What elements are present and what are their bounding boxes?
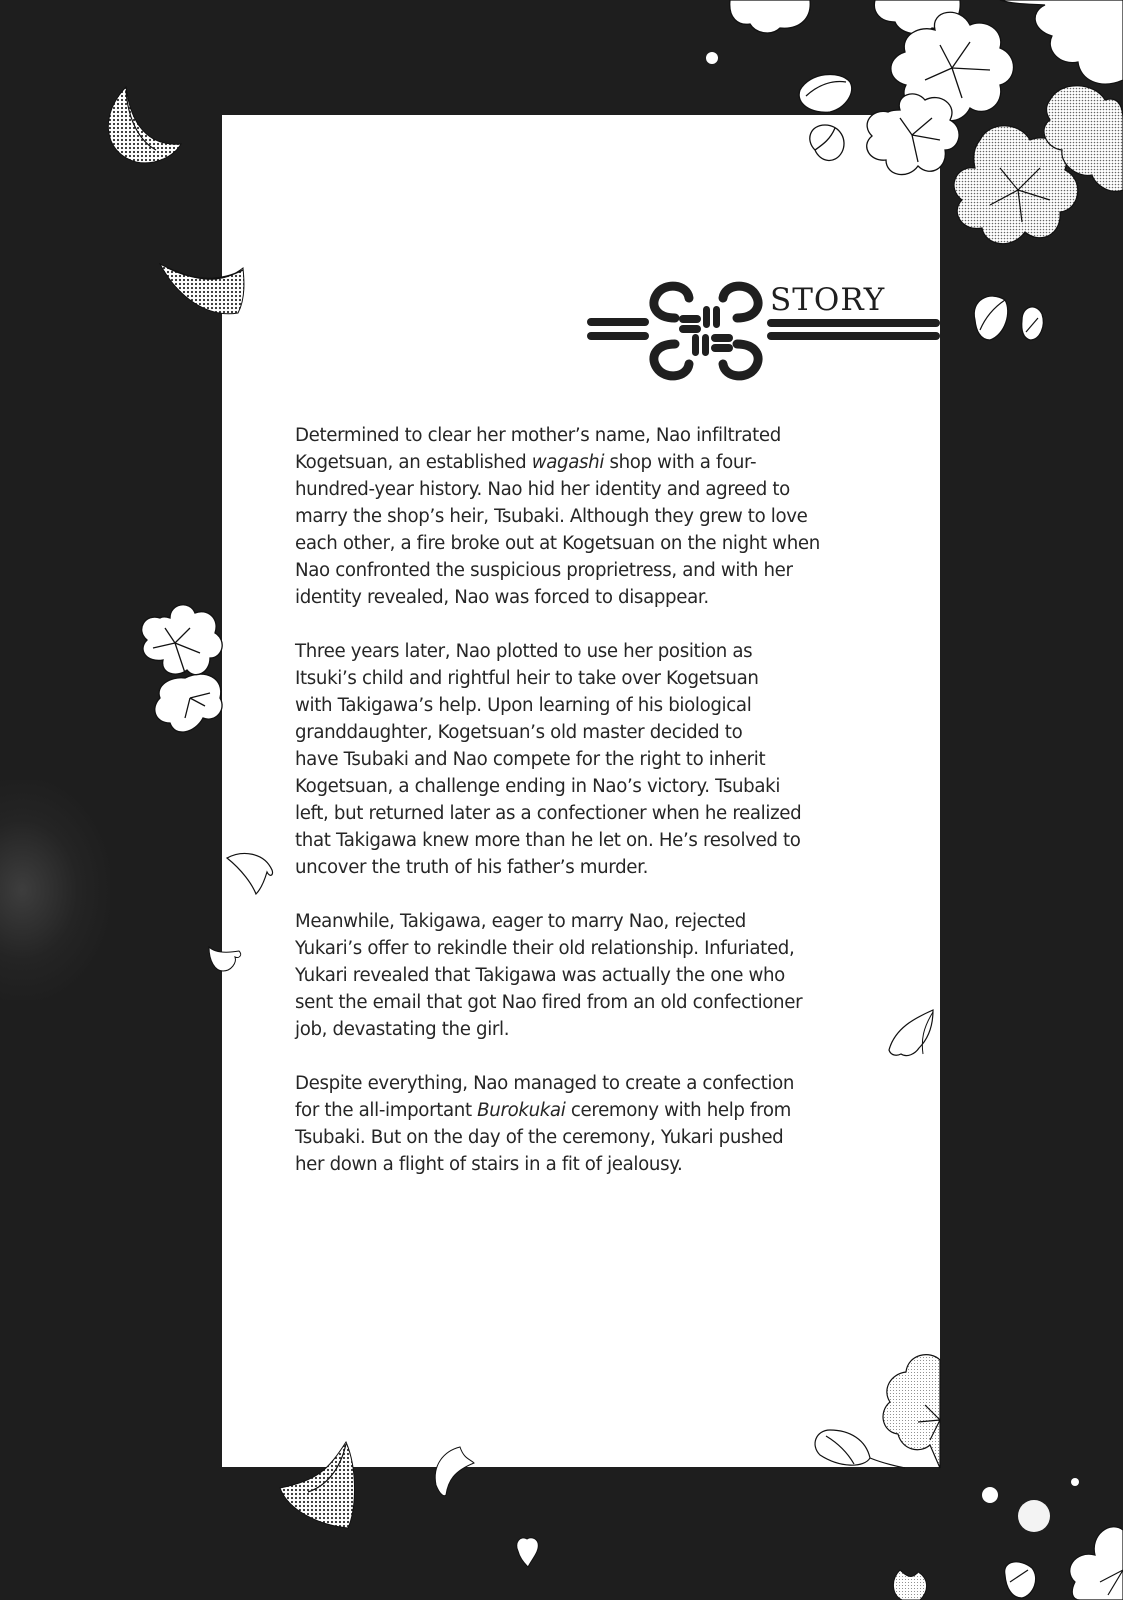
knot-crest-icon: [587, 278, 940, 388]
text-line: with Takigawa’s help. Upon learning of his biological: [295, 695, 752, 716]
text-line: for the all-important Burokukai ceremony with help from: [295, 1100, 791, 1121]
story-paragraph: [295, 1070, 880, 1178]
text-line: Meanwhile, Takigawa, eager to marry Nao, rejected: [295, 911, 746, 932]
petal-icon: [205, 945, 245, 975]
text-line: Determined to clear her mother’s name, Nao infiltrated: [295, 425, 781, 446]
petal-icon: [96, 82, 186, 182]
petal-icon: [278, 1440, 368, 1535]
text-line: uncover the truth of his father’s murder.: [295, 857, 649, 878]
story-header: [587, 278, 940, 388]
story-paragraph: [295, 422, 880, 611]
text-line: that Takigawa knew more than he let on. He’s resolved to: [295, 830, 801, 851]
page-title: STORY: [770, 282, 886, 318]
text-line: Tsubaki. But on the day of the ceremony, Yukari pushed: [295, 1127, 784, 1148]
text-line: Itsuki’s child and rightful heir to take over Kogetsuan: [295, 668, 759, 689]
text-line: sent the email that got Nao fired from an old confectioner: [295, 992, 803, 1013]
text-line: her down a flight of stairs in a fit of jealousy.: [295, 1154, 683, 1175]
text-line: granddaughter, Kogetsuan’s old master decided to: [295, 722, 743, 743]
sakura-flower-icon: [115, 598, 240, 753]
text-line: Three years later, Nao plotted to use her position as: [295, 641, 753, 662]
text-line: Nao confronted the suspicious proprietress, and with her: [295, 560, 793, 581]
text-line: hundred-year history. Nao hid her identity and agreed to: [295, 479, 790, 500]
text-line: Despite everything, Nao managed to create a confection: [295, 1073, 795, 1094]
text-line: identity revealed, Nao was forced to disappear.: [295, 587, 709, 608]
italic-term: wagashi: [531, 452, 605, 473]
petal-icon: [158, 258, 248, 328]
halftone-texture: [0, 780, 110, 1000]
sakura-cluster-icon: [790, 1350, 1123, 1600]
text-line: have Tsubaki and Nao compete for the right to inherit: [295, 749, 766, 770]
text-line: job, devastating the girl.: [295, 1019, 510, 1040]
text-line: Kogetsuan, an established wagashi shop with a four-: [295, 452, 757, 473]
italic-term: Burokukai: [477, 1100, 566, 1121]
text-line: Yukari’s offer to rekindle their old relationship. Infuriated,: [295, 938, 795, 959]
story-paragraph: [295, 908, 880, 1043]
story-summary: [295, 422, 880, 1205]
story-paragraph: [295, 638, 880, 881]
petal-icon: [512, 1535, 542, 1570]
petal-icon: [430, 1445, 480, 1500]
text-line: Yukari revealed that Takigawa was actually the one who: [295, 965, 785, 986]
text-line: Kogetsuan, a challenge ending in Nao’s victory. Tsubaki: [295, 776, 781, 797]
text-line: left, but returned later as a confectioner when he realized: [295, 803, 802, 824]
text-line: each other, a fire broke out at Kogetsuan on the night when: [295, 533, 820, 554]
text-line: marry the shop’s heir, Tsubaki. Although they grew to love: [295, 506, 808, 527]
petal-icon: [885, 1008, 940, 1068]
petal-icon: [222, 850, 282, 895]
